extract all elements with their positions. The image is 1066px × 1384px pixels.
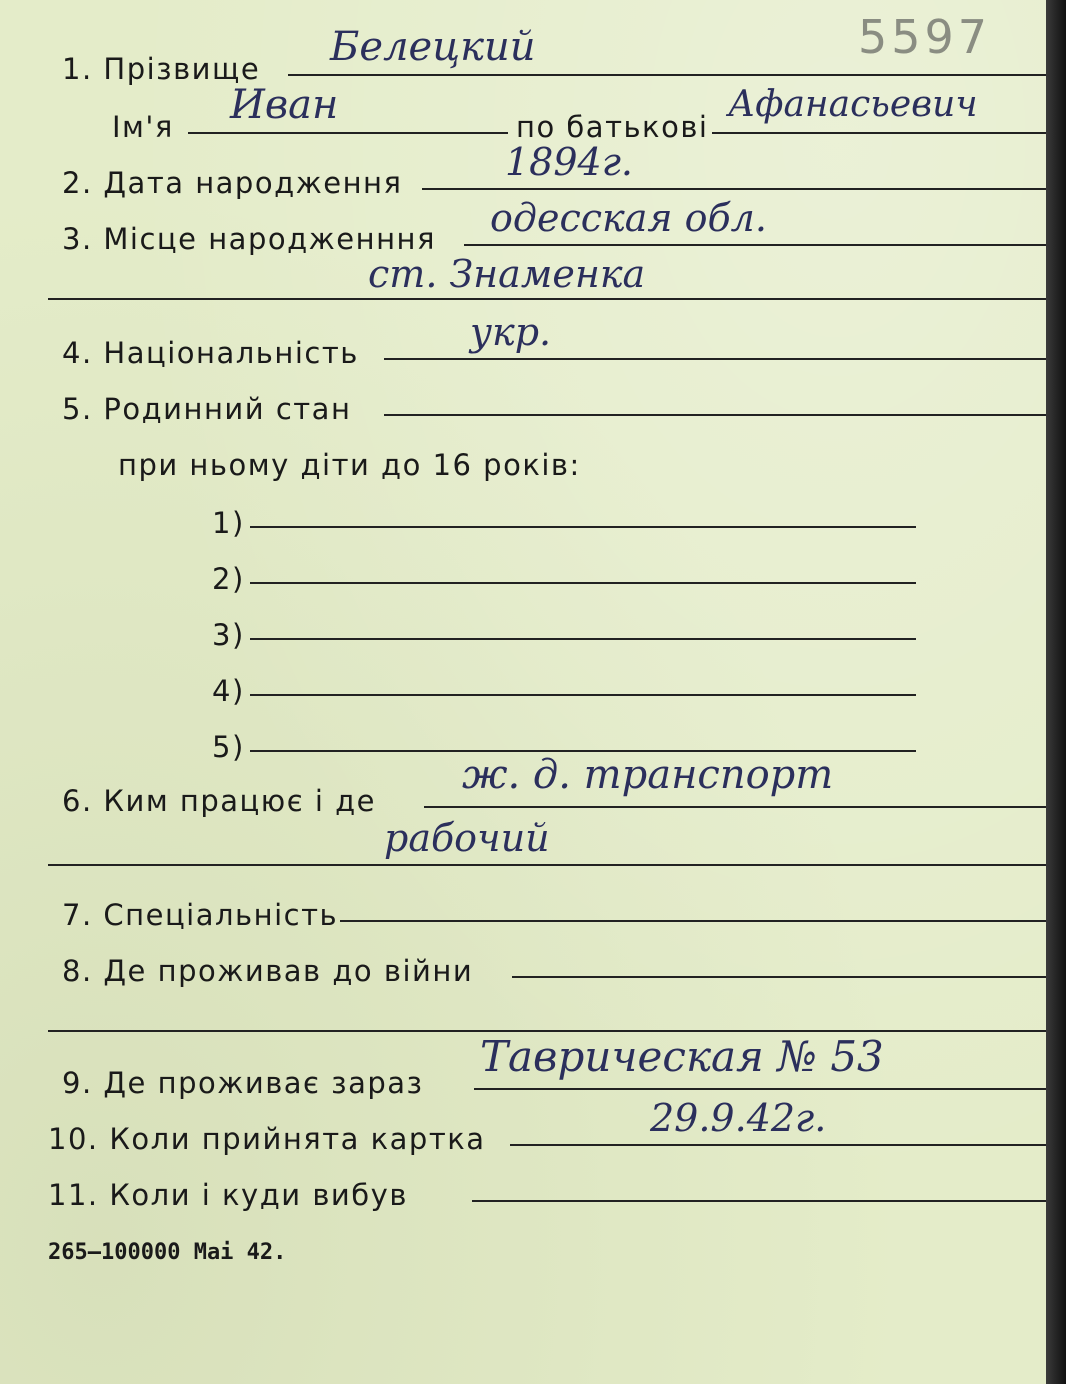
child-row-1-label: 1) [212,506,245,540]
specialty-label: 7. Спеціальність [62,898,339,932]
marital-line [384,414,1046,416]
prewar-line-1 [512,976,1046,978]
birth-date-value: 1894г. [505,140,633,184]
birthplace-line-1 [464,244,1046,246]
work-line-1 [424,806,1046,808]
current-residence-value: Таврическая № 53 [480,1032,884,1081]
specialty-line [340,920,1046,922]
prewar-label: 8. Де проживав до війни [62,954,474,988]
marital-label: 5. Родинний стан [62,392,352,426]
card-date-line [510,1144,1046,1146]
background-edge [1046,0,1066,1384]
current-residence-label: 9. Де проживає зараз [62,1066,424,1100]
child-row-4-line [250,694,916,696]
child-row-3-label: 3) [212,618,245,652]
birthplace-label: 3. Місце народженння [62,222,436,256]
first-name-value: Иван [230,82,339,128]
patronymic-line [712,132,1046,134]
birth-date-line [422,188,1046,190]
birthplace-line-2 [48,298,1046,300]
children-label: при ньому діти до 16 років: [118,448,581,482]
first-name-line [188,132,508,134]
child-row-3-line [250,638,916,640]
work-value-1: ж. д. транспорт [462,752,834,798]
card-date-label: 10. Коли прийнята картка [48,1122,486,1156]
card-date-value: 29.9.42г. [650,1096,827,1140]
surname-line [288,74,1046,76]
departed-line [472,1200,1046,1202]
nationality-line [384,358,1046,360]
surname-label: 1. Прізвище [62,52,261,86]
child-row-4-label: 4) [212,674,245,708]
surname-value: Белецкий [330,24,536,70]
nationality-label: 4. Національність [62,336,359,370]
work-label: 6. Ким працює і де [62,784,377,818]
nationality-value: укр. [470,310,552,354]
work-line-2 [48,864,1046,866]
patronymic-label: по батькові [516,110,709,144]
patronymic-value: Афанасьевич [728,84,978,125]
child-row-5-label: 5) [212,730,245,764]
work-value-2: рабочий [384,816,550,860]
archive-number: 5597 [858,10,992,64]
birthplace-value-1: одесская обл. [490,196,767,240]
print-info: 265—100000 Mai 42. [48,1240,287,1265]
child-row-1-line [250,526,916,528]
birth-date-label: 2. Дата народження [62,166,403,200]
current-residence-line [474,1088,1046,1090]
departed-label: 11. Коли і куди вибув [48,1178,408,1212]
first-name-label: Ім'я [112,110,174,144]
birthplace-value-2: ст. Знаменка [368,252,646,296]
child-row-2-label: 2) [212,562,245,596]
child-row-2-line [250,582,916,584]
